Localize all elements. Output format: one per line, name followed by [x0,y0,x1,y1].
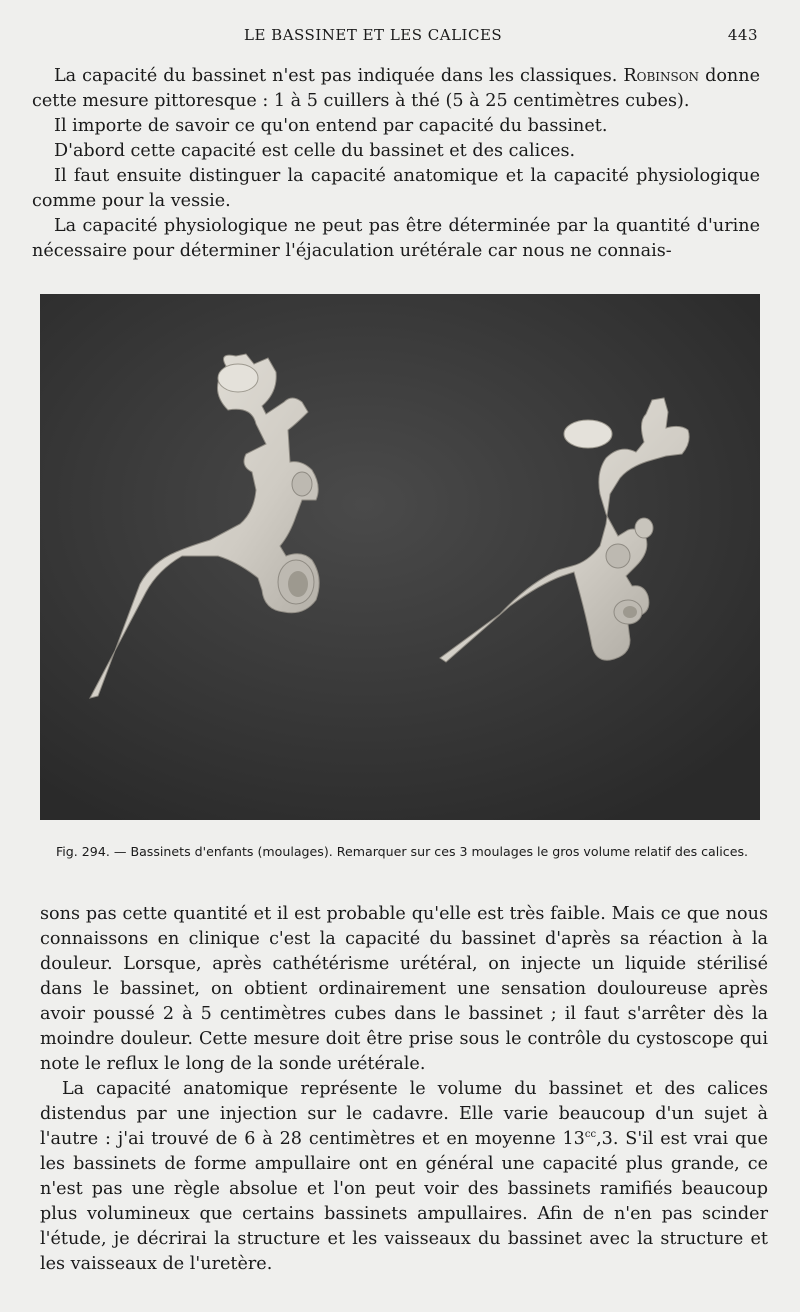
paragraph: La capacité du bassinet n'est pas indiquée dans les classiques. Robinson donne cette mesure pittoresque : 1 à 5 cuillers à thé (5 à 25 centimètres cubes). [32,66,761,111]
text-block-bottom [40,902,768,1277]
paragraph: Il faut ensuite distinguer la capacité anatomique et la capacité physiologique comme pour la vessie. [32,166,760,211]
paragraph: La capacité physiologique ne peut pas être déterminée par la quantité d'urine nécessaire pour déterminer l'éjaculation urétérale car nous ne connais- [32,216,760,261]
page-number: 443 [727,26,758,44]
paragraph: D'abord cette capacité est celle du bassinet et des calices. [54,141,576,161]
caption-text: — Bassinets d'enfants (moulages). Remarquer sur ces 3 moulages le gros volume relatif des calices. [109,844,749,859]
text-block-top [32,64,760,264]
figure-caption [40,843,764,860]
running-title: LE BASSINET ET LES CALICES [244,26,503,44]
paragraph: Il importe de savoir ce qu'on entend par capacité du bassinet. [54,116,608,136]
renal-pelvis-casts-image [40,294,760,820]
figure-photograph [40,294,760,820]
unit-superscript: cc [584,1129,597,1141]
paragraph: La capacité anatomique représente le volume du bassinet et des calices distendus par une injection sur le cadavre. Elle varie beaucoup d'un sujet à l'autre : j'ai trouvé de 6 à 28 centimètres et en moyenne $13^{cc},3$. S'il est vrai que les bassinets de forme ampullaire ont en général une capacité plus grande, ce n'est pas une règle absolue et l'on peut voir des bassinets ramifiés beaucoup plus volumineux que certains bassinets ampullaires. Afin de n'en pas scinder l'étude, je décrirai la structure et les vaisseaux du bassinet avec la structure et les vaisseaux de l'uretère. [40,1079,768,1274]
paragraph: sons pas cette quantité et il est probable qu'elle est très faible. Mais ce que nous connaissons en clinique c'est la capacité du bassinet d'après sa réaction à la douleur. Lorsque, après cathétérisme urétéral, on injecte un liquide stérilisé dans le bassinet, on obtient ordinairement une sensation douloureuse après avoir poussé 2 à 5 centimètres cubes dans le bassinet ; il faut s'arrêter dès la moindre douleur. Cette mesure doit être prise sous le contrôle du cystoscope qui note le reflux le long de la sonde urétérale. [40,904,768,1074]
figure-label: Fig. 294. [55,844,110,859]
running-header [0,26,800,50]
author-name: Robinson [623,66,700,86]
